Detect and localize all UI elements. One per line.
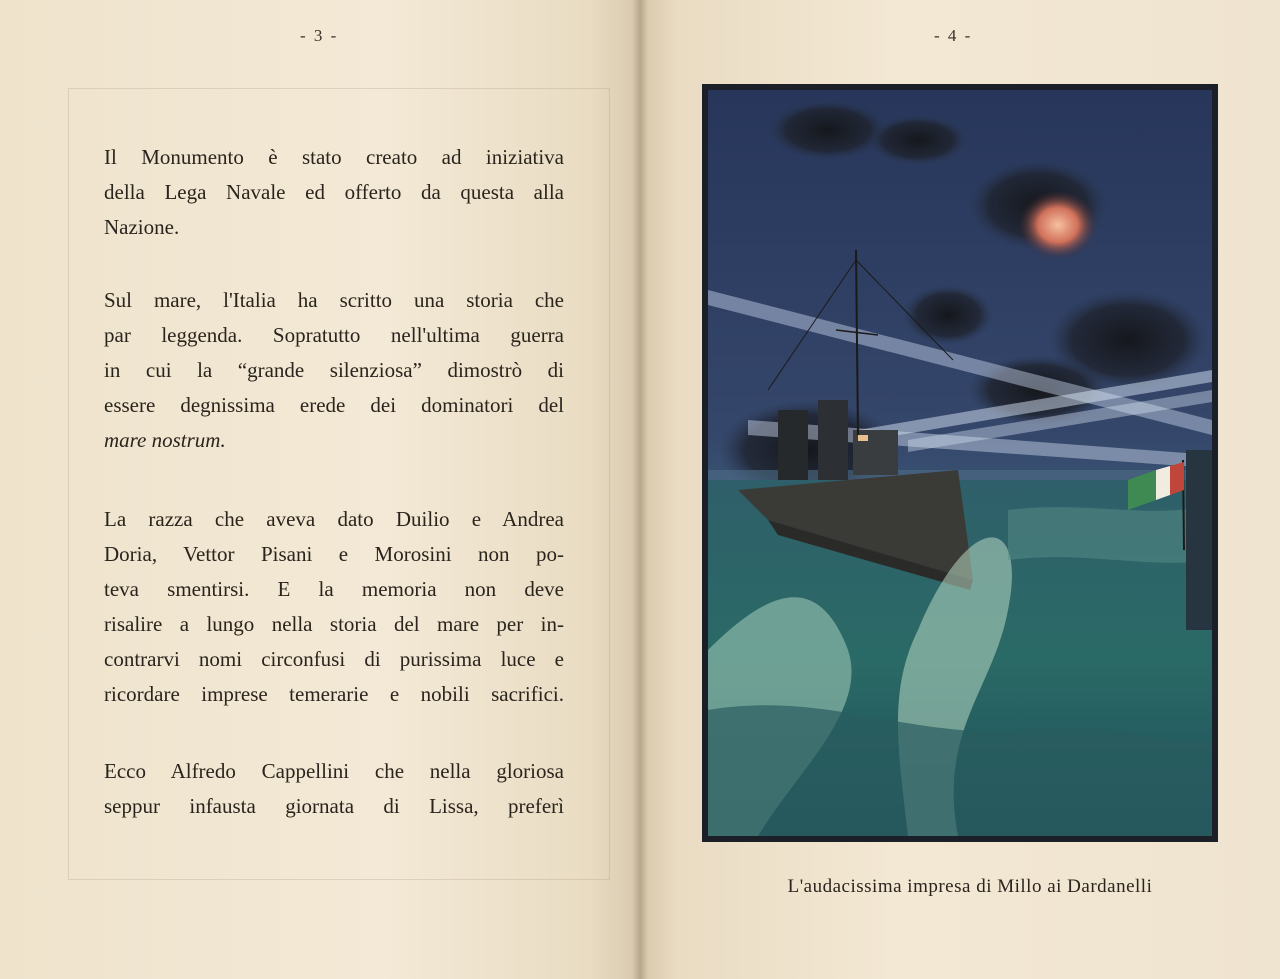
smoke-cloud — [903, 285, 993, 345]
text-line: Sul mare, l'Italia ha scritto una storia che — [104, 288, 564, 312]
smoke-cloud — [768, 100, 888, 160]
text-line: Doria, Vettor Pisani e Morosini non po- — [104, 542, 564, 566]
text-line: par leggenda. Sopratutto nell'ultima guerra — [104, 323, 564, 347]
right-page — [640, 0, 1280, 979]
text-line: seppur infausta giornata di Lissa, preferì — [104, 794, 564, 818]
ship-funnel — [818, 400, 848, 480]
text-line-italic: mare nostrum. — [104, 428, 226, 452]
paragraph-2 — [104, 283, 564, 458]
text-line: della Lega Navale ed offerto da questa alla — [104, 180, 564, 204]
page-number-right: - 4 - — [934, 26, 973, 45]
book-gutter — [632, 0, 648, 979]
illustration-caption: L'audacissima impresa di Millo ai Dardanelli — [787, 876, 1153, 897]
text-line: essere degnissima erede dei dominatori del — [104, 393, 564, 417]
text-line: La razza che aveva dato Duilio e Andrea — [104, 507, 564, 531]
warship-illustration — [708, 90, 1212, 836]
flag-red — [1170, 462, 1184, 495]
smoke-cloud — [868, 115, 968, 165]
distant-ship — [1186, 450, 1212, 630]
wave-band — [1008, 505, 1212, 563]
ship-light — [858, 435, 868, 441]
ship-funnel — [778, 410, 808, 480]
text-line: Nazione. — [104, 215, 180, 239]
text-line: risalire a lungo nella storia del mare per in- — [104, 612, 564, 636]
shell-burst — [1018, 190, 1098, 260]
page-number-left: - 3 - — [300, 26, 339, 45]
text-line: ricordare imprese temerarie e nobili sacrifici. — [104, 682, 564, 706]
flag-white — [1156, 466, 1170, 500]
illustration-plate — [702, 84, 1218, 842]
text-line: contrarvi nomi circonfusi di purissima luce e — [104, 647, 564, 671]
text-line: Ecco Alfredo Cappellini che nella gloriosa — [104, 759, 564, 783]
paragraph-1 — [104, 140, 564, 245]
text-line: Il Monumento è stato creato ad iniziativa — [104, 145, 564, 169]
text-line: teva smentirsi. E la memoria non deve — [104, 577, 564, 601]
paragraph-4 — [104, 754, 564, 824]
paragraph-3 — [104, 502, 564, 712]
text-line: in cui la “grande silenziosa” dimostrò di — [104, 358, 564, 382]
